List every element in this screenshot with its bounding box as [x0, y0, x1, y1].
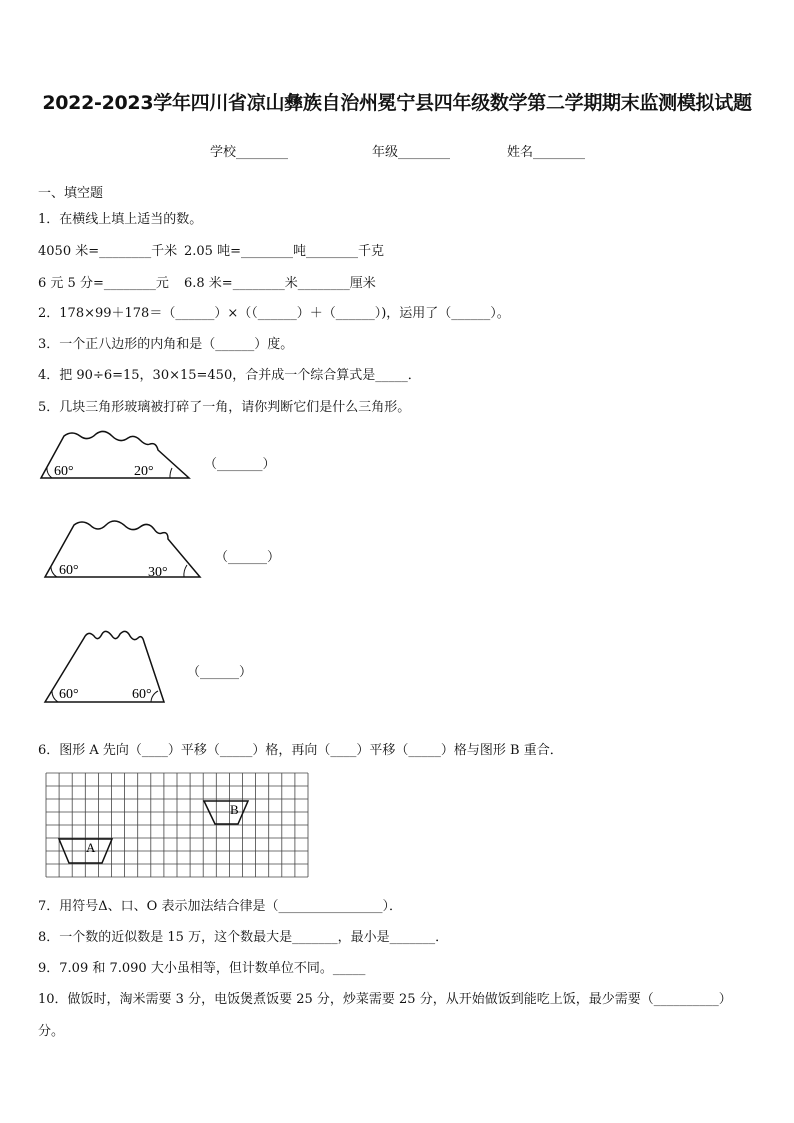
- question-3: 3．一个正八边形的内角和是（______）度。: [38, 337, 294, 352]
- question-1-line1b: 2.05 吨=________吨________千克: [184, 244, 384, 259]
- shape-b-label: B: [230, 802, 239, 817]
- shape-b: [204, 801, 248, 824]
- question-10-line2: 分。: [38, 1024, 65, 1039]
- question-1-line2a: 6 元 5 分=________元: [38, 276, 169, 291]
- angle-label: 60°: [59, 563, 79, 578]
- angle-label: 60°: [54, 464, 74, 479]
- answer-blank[interactable]: （______）: [187, 665, 253, 680]
- question-4: 4．把 90÷6=15，30×15=450，合并成一个综合算式是_____．: [38, 368, 421, 383]
- name-field[interactable]: 姓名________: [507, 145, 586, 160]
- question-9: 9．7.09 和 7.090 大小虽相等，但计数单位不同。_____: [38, 961, 366, 976]
- angle-label: 20°: [134, 464, 154, 479]
- shape-a-label: A: [86, 840, 96, 855]
- question-1-stem: 1．在横线上填上适当的数。: [38, 212, 203, 227]
- page-title: 2022-2023学年四川省凉山彝族自治州冕宁县四年级数学第二学期期末监测模拟试题: [42, 92, 752, 114]
- angle-label: 30°: [148, 565, 168, 580]
- school-field[interactable]: 学校________: [210, 145, 289, 160]
- question-6-stem: 6．图形 A 先向（____）平移（_____）格，再向（____）平移（_____）格与图形 B 重合．: [38, 743, 563, 758]
- answer-blank[interactable]: （_______）: [204, 457, 276, 472]
- grade-field[interactable]: 年级________: [372, 145, 451, 160]
- square-grid: [45, 772, 309, 878]
- question-10-line1: 10．做饭时，淘米需要 3 分，电饭煲煮饭要 25 分，炒菜需要 25 分，从开始做饭到能吃上饭，最少需要（__________）: [38, 992, 732, 1007]
- question-2: 2．178×99＋178＝（______）×（（______）＋（______）)，运用了（______）。: [38, 306, 510, 321]
- angle-label: 60°: [132, 687, 152, 702]
- question-1-line2b: 6.8 米=________米________厘米: [184, 276, 376, 291]
- broken-triangle-1: [36, 428, 196, 483]
- answer-blank[interactable]: （______）: [215, 550, 281, 565]
- broken-triangle-2: [40, 515, 205, 583]
- question-8: 8．一个数的近似数是 15 万，这个数最大是_______，最小是_______．: [38, 930, 449, 945]
- question-5-stem: 5．几块三角形玻璃被打碎了一角，请你判断它们是什么三角形。: [38, 400, 411, 415]
- angle-label: 60°: [59, 687, 79, 702]
- broken-triangle-3: [40, 626, 172, 708]
- question-1-line1a: 4050 米=________千米: [38, 244, 178, 259]
- question-7: 7．用符号Δ、口、O 表示加法结合律是（________________）．: [38, 899, 402, 914]
- section-heading: 一、填空题: [38, 186, 104, 201]
